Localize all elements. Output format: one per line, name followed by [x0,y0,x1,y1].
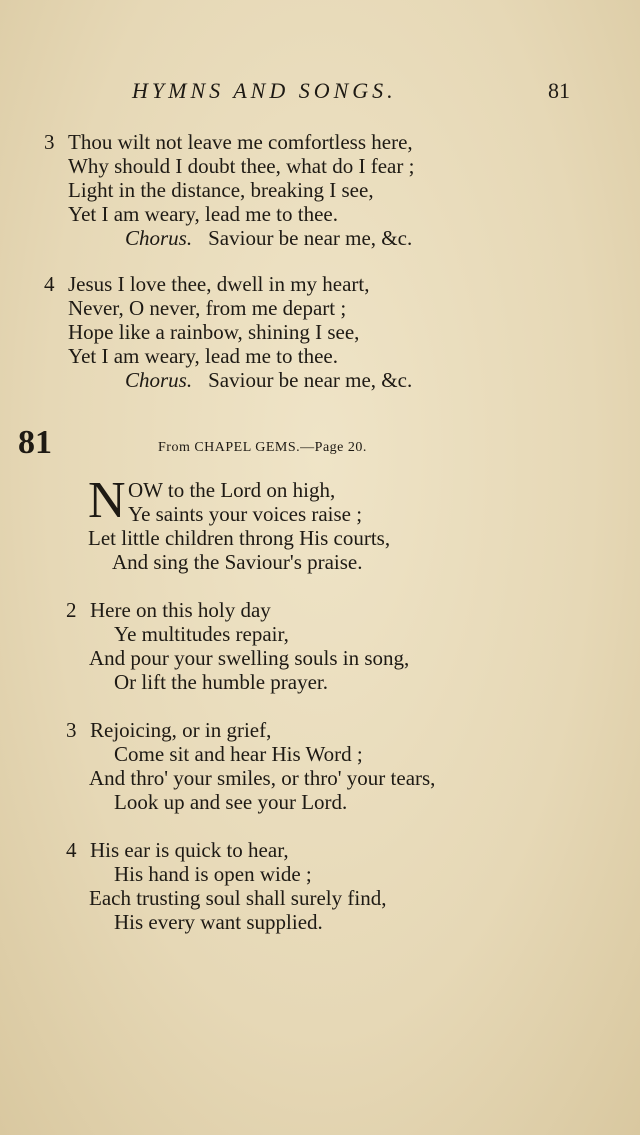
verse-line: Light in the distance, breaking I see, [68,178,374,202]
hymn-stanza-3 [66,718,435,814]
verse-line: 3 Rejoicing, or in grief, [66,718,272,742]
verse-line: Why should I doubt thee, what do I fear ; [68,154,415,178]
drop-cap: N [88,472,126,529]
verse-line: Never, O never, from me depart ; [68,296,347,320]
stanza-number: 4 [44,272,55,296]
chorus-line: Chorus. Saviour be near me, &c. [125,226,413,250]
verse-line: And pour your swelling souls in song, [89,646,410,670]
verse-line: Come sit and hear His Word ; [114,742,363,766]
verse-line: 4 Jesus I love thee, dwell in my heart, [44,272,370,296]
stanza-number: 3 [66,718,77,742]
verse-line: OW to the Lord on high, [128,478,336,502]
chorus-label: Chorus. [125,226,193,250]
verse-line: 3 Thou wilt not leave me comfortless here, [44,130,413,154]
verse-line: Look up and see your Lord. [114,790,348,814]
stanza-number: 3 [44,130,55,154]
page-number: 81 [548,78,570,103]
prev-hymn-stanza-4 [44,272,412,392]
prev-hymn-stanza-3 [44,130,414,250]
verse-line: Let little children throng His courts, [88,526,391,550]
verse-line: His every want supplied. [114,910,323,934]
verse-line: Ye saints your voices raise ; [128,502,363,526]
verse-line: His hand is open wide ; [114,862,312,886]
hymn-stanza-2 [66,598,409,694]
stanza-number: 4 [66,838,77,862]
verse-line: 4 His ear is quick to hear, [66,838,289,862]
stanza-number: 2 [66,598,77,622]
hymn-source: From CHAPEL GEMS.—Page 20. [158,440,367,455]
chorus-line: Chorus. Saviour be near me, &c. [125,368,413,392]
verse-line: Yet I am weary, lead me to thee. [68,344,338,368]
running-title: HYMNS AND SONGS. [132,78,397,103]
hymn-stanza-4 [66,838,386,934]
verse-line: And sing the Saviour's praise. [112,550,363,574]
verse-line: 2 Here on this holy day [66,598,271,622]
verse-line: Or lift the humble prayer. [114,670,329,694]
verse-line: Each trusting soul shall surely find, [89,886,387,910]
verse-line: Hope like a rainbow, shining I see, [68,320,360,344]
chorus-label: Chorus. [125,368,193,392]
verse-line: And thro' your smiles, or thro' your tears, [89,766,436,790]
verse-line: Yet I am weary, lead me to thee. [68,202,338,226]
verse-line: Ye multitudes repair, [114,622,289,646]
hymn-number: 81 [18,424,52,461]
